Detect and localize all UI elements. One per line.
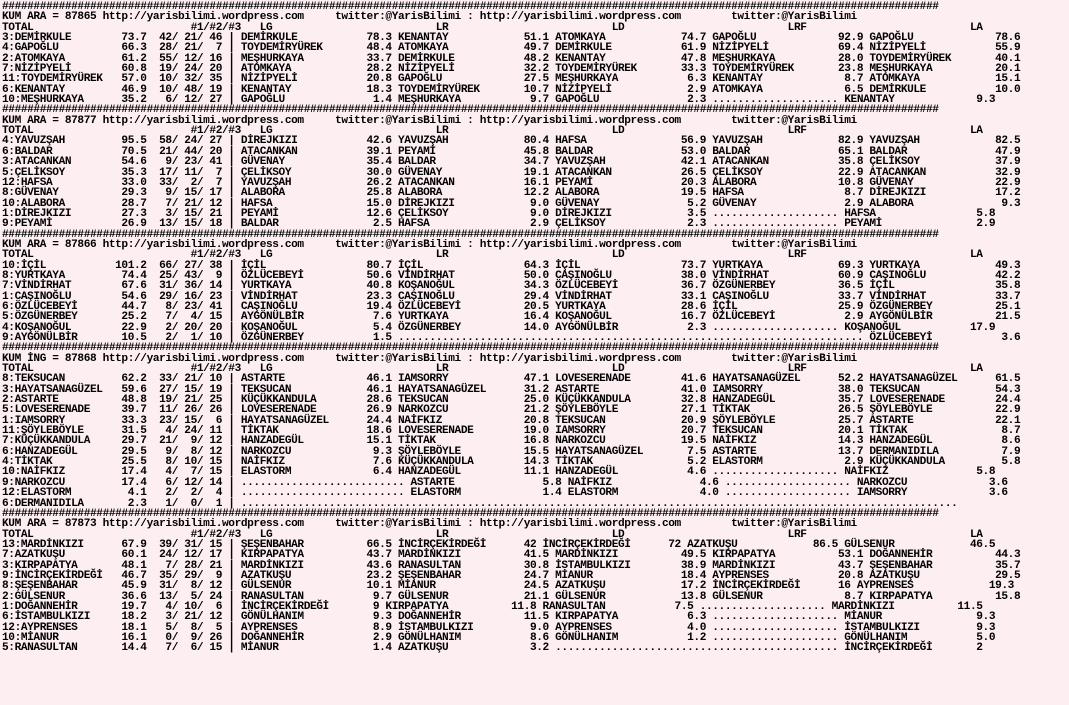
horse-row: 3:ATACANKAN 54.6 9/ 23/ 41 | GÜVENAY 35.4 BALDAR 34.7 YAVUZŞAH 42.1 ATACANKAN 35.8 ÇELİKSOY 37.9 bbox=[2, 156, 1021, 169]
horse-row: 9:AYGÖNÜLBİR 10.5 2/ 1/ 10 | ÖZGÜNERBEY 1.5 .......................................................................... ÖZLÜCEBEYİ 3.6 bbox=[2, 332, 1021, 344]
horse-row: 3:KIRPAPATYA 48.1 7/ 28/ 21 | MARDİNKIZI 43.6 RANASULTAN 30.8 İSTAMBULKIZI 38.9 MARDİNKIZI 43.7 ŞEŞENBAHAR 35.7 bbox=[2, 559, 1021, 572]
horse-row: 9:NARKOZCU 17.4 6/ 12/ 14 | .......................... ASTARTE 5.8 NAİFKIZ 4.6 .................... NARKOZCU 3.6 bbox=[2, 476, 1008, 489]
horse-row: 6:ÖZLÜCEBEYİ 44.7 8/ 23/ 41 | CAŞINOĞLU 19.4 ÖZLÜCEBEYİ 20.5 YURTKAYA 28.6 İÇİL 25.9 ÖZGÜNERBEY 25.1 bbox=[2, 300, 1021, 313]
horse-row: 6:BALDAR 70.5 21/ 44/ 20 | ATACANKAN 39.1 PEYAMİ 45.8 BALDAR 53.0 BALDAR 65.1 BALDAR 47.9 bbox=[2, 145, 1021, 158]
horse-row: 10:İÇİL 101.2 66/ 27/ 38 | İÇİL 80.7 İÇİL 64.3 İÇİL 73.7 YURTKAYA 69.3 YURTKAYA 49.3 bbox=[2, 259, 1021, 272]
column-header-line: TOTAL #1/#2/#3 LG LR LD LRF LA bbox=[2, 528, 983, 541]
horse-row: 11:TOYDEMİRYÜREK 57.0 10/ 32/ 35 | NİZİPYELİ 20.8 GAPOĞLU 27.5 MEŞHURKAYA 6.3 KENANTAY 8.7 ATOMKAYA 15.1 bbox=[2, 73, 1021, 86]
horse-row: 2:GÜLSENUR 36.6 13/ 5/ 24 | RANASULTAN 9.7 GÜLSENUR 21.1 GÜLSENUR 13.8 GÜLSENUR 8.7 KIRPAPATYA 15.8 bbox=[2, 590, 1021, 603]
horse-row: 5:ÇELİKSOY 35.3 17/ 11/ 7 | ÇELİKSOY 30.0 GÜVENAY 19.1 ATACANKAN 26.5 ÇELİKSOY 22.9 ATACANKAN 32.9 bbox=[2, 166, 1021, 179]
horse-row: 2:ATOMKAYA 61.2 55/ 12/ 16 | MEŞHURKAYA 33.7 DEMİRKULE 48.2 KENANTAY 47.8 MEŞHURKAYA 28.0 TOYDEMİRYÜREK 40.1 bbox=[2, 52, 1021, 65]
horse-row: 1:CAŞINOĞLU 54.6 29/ 16/ 23 | VİNDİRHAT 23.3 CAŞINOĞLU 29.4 VİNDİRHAT 33.1 CAŞINOĞLU 33.7 VİNDİRHAT 33.7 bbox=[2, 290, 1021, 303]
horse-row: 12:HAFSA 33.0 33/ 2/ 7 | YAVUZŞAH 26.2 ATACANKAN 16.1 PEYAMİ 20.3 ALABORA 10.8 GÜVENAY 22.9 bbox=[2, 176, 1021, 189]
horse-row: 12:ELASTORM 4.1 2/ 2/ 4 | .......................... ELASTORM 1.4 ELASTORM 4.0 .................... IAMSORRY 3.6 bbox=[2, 487, 1008, 500]
horse-row: 12:AYPRENSES 18.1 5/ 8/ 5 | AYPRENSES 8.9 İSTAMBULKIZI 9.0 AYPRENSES 4.0 .................... İSTAMBULKIZI 9.3 bbox=[2, 621, 996, 634]
horse-row: 6:KENANTAY 46.9 10/ 48/ 19 | KENANTAY 18.3 TOYDEMİRYÜREK 10.7 NİZİPYELİ 2.9 ATOMKAYA 6.5 DEMİRKULE 10.0 bbox=[2, 83, 1021, 96]
race-header-line: KUM ARA = 87873 http://yarisbilimi.wordpress.com twitter:@YarisBilimi : http://yarisbilimi.wordpress.com twitter:@YarisBilimi bbox=[2, 518, 857, 531]
horse-row: 1:IAMSORRY 33.3 23/ 15/ 6 | HAYATSANAGÜZEL 24.4 NAİFKIZ 20.8 TEKSUCAN 20.9 ŞÖYLEBÖYLE 25.7 ASTARTE 22.1 bbox=[2, 414, 1021, 427]
column-header-line: TOTAL #1/#2/#3 LG LR LD LRF LA bbox=[2, 363, 983, 376]
horse-row: 7:NİZİPYELİ 60.8 19/ 24/ 20 | ATOMKAYA 28.2 NİZİPYELİ 32.2 TOYDEMİRYÜREK 33.3 TOYDEMİRYÜREK 23.8 MEŞHURKAYA 20.1 bbox=[2, 63, 1021, 76]
section-divider: ##################################################################################################################################################### bbox=[2, 104, 939, 117]
horse-row: 3:DEMİRKULE 73.7 42/ 21/ 46 | DEMİRKULE 78.3 KENANTAY 51.1 ATOMKAYA 74.7 GAPOĞLU 92.9 GAPOĞLU 78.6 bbox=[2, 32, 1021, 45]
horse-row: 11:ŞÖYLEBÖYLE 31.5 4/ 24/ 11 | TİKTAK 18.6 LOVESERENADE 19.0 IAMSORRY 20.7 TEKSUCAN 20.1 TİKTAK 8.7 bbox=[2, 425, 1021, 438]
horse-row: 5:RANASULTAN 14.4 7/ 6/ 15 | MİANUR 1.4 AZATKUŞU 3.2 ............................................. İNCİRÇEKİRDEĞİ 2 bbox=[2, 642, 983, 655]
horse-row: 7:AZATKUŞU 60.1 24/ 12/ 17 | KIRPAPATYA 43.7 MARDİNKIZI 41.5 MARDİNKIZI 49.5 KIRPAPATYA 53.1 DOĞANNEHİR 44.3 bbox=[2, 549, 1021, 562]
horse-row: 7:KÜÇÜKKANDULA 29.7 21/ 9/ 12 | HANZADEGÜL 15.1 TİKTAK 16.8 NARKOZCU 19.5 NAİFKIZ 14.3 HANZADEGÜL 8.6 bbox=[2, 435, 1021, 448]
race-header-line: KUM ARA = 87865 http://yarisbilimi.wordpress.com twitter:@YarisBilimi : http://yarisbilimi.wordpress.com twitter:@YarisBilimi bbox=[2, 11, 857, 24]
horse-row: 4:TİKTAK 25.5 8/ 10/ 15 | NAİFKIZ 7.6 KÜÇÜKKANDULA 14.3 TİKTAK 5.2 ELASTORM 2.9 KÜÇÜKKANDULA 5.8 bbox=[2, 456, 1021, 469]
column-header-line: TOTAL #1/#2/#3 LG LR LD LRF LA bbox=[2, 249, 983, 262]
horse-row: 4:KOŞANOĞUL 22.9 2/ 20/ 20 | KOŞANOĞUL 5.4 ÖZGÜNERBEY 14.0 AYGÖNÜLBİR 2.3 .................... KOŞANOĞUL 17.9 bbox=[2, 321, 996, 334]
horse-row: 4:GAPOĞLU 66.3 28/ 21/ 7 | TOYDEMİRYÜREK 48.4 ATOMKAYA 49.7 DEMİRKULE 61.9 NİZİPYELİ 69.4 NİZİPYELİ 55.9 bbox=[2, 42, 1021, 55]
horse-row: 10:MEŞHURKAYA 35.2 6/ 12/ 27 | GAPOĞLU 1.4 MEŞHURKAYA 9.7 GAPOĞLU 2.3 .................... KENANTAY 9.3 bbox=[2, 94, 996, 107]
horse-row: 10:NAİFKIZ 17.4 4/ 7/ 15 | ELASTORM 6.4 HANZADEGÜL 11.1 HANZADEGÜL 4.6 .................... NAİFKIZ 5.8 bbox=[2, 466, 996, 479]
horse-row: 9:İNCİRÇEKİRDEĞİ 46.7 35/ 29/ 9 | AZATKUŞU 23.2 ŞEŞENBAHAR 24.7 MİANUR 18.4 AYPRENSES 20.8 AZATKUŞU 29.5 bbox=[2, 569, 1021, 582]
race-header-line: KUM ARA = 87866 http://yarisbilimi.wordpress.com twitter:@YarisBilimi : http://yarisbilimi.wordpress.com twitter:@YarisBilimi bbox=[2, 238, 857, 251]
horse-row: 10:MİANUR 16.1 0/ 9/ 26 | DOĞANNEHİR 2.9 GÖNÜLHANIM 8.6 GÖNÜLHANIM 1.2 .................... GÖNÜLHANIM 5.0 bbox=[2, 631, 996, 644]
horse-row: 6:HANZADEGÜL 29.5 9/ 8/ 12 | NARKOZCU 9.3 ŞÖYLEBÖYLE 15.5 HAYATSANAGÜZEL 7.5 ASTARTE 13.7 DERMANIDILA 7.9 bbox=[2, 445, 1021, 458]
section-divider: ##################################################################################################################################################### bbox=[2, 228, 939, 241]
horse-row: 7:VİNDİRHAT 67.6 31/ 36/ 14 | YURTKAYA 40.8 KOŞANOĞUL 34.3 ÖZLÜCEBEYİ 36.7 ÖZGÜNERBEY 36.5 İÇİL 35.8 bbox=[2, 280, 1021, 293]
race-header-line: KUM İNG = 87868 http://yarisbilimi.wordpress.com twitter:@YarisBilimi : http://yarisbilimi.wordpress.com twitter:@YarisBilimi bbox=[2, 352, 857, 365]
horse-row: 3:HAYATSANAGÜZEL 59.6 27/ 15/ 19 | TEKSUCAN 46.1 HAYATSANAGÜZEL 31.2 ASTARTE 41.0 IAMSORRY 38.0 TEKSUCAN 54.3 bbox=[2, 383, 1021, 396]
section-divider: ##################################################################################################################################################### bbox=[2, 342, 939, 355]
column-header-line: TOTAL #1/#2/#3 LG LR LD LRF LA bbox=[2, 21, 983, 34]
horse-row: 5:ÖZGÜNERBEY 25.2 7/ 4/ 15 | AYGÖNÜLBİR 7.6 YURTKAYA 16.4 KOŞANOĞUL 16.7 ÖZLÜCEBEYİ 2.9 AYGÖNÜLBİR 21.5 bbox=[2, 311, 1021, 324]
horse-row: 1:DOĞANNEHİR 19.7 4/ 10/ 6 | İNCİRÇEKİRDEĞİ 9 KIRPAPATYA 11.8 RANASULTAN 7.5 .................... MARDİNKIZI 11.5 bbox=[2, 600, 983, 613]
horse-row: 4:YAVUZŞAH 95.5 58/ 24/ 27 | DİREJKIZI 42.6 YAVUZŞAH 80.4 HAFSA 56.9 YAVUZŞAH 82.9 YAVUZŞAH 82.5 bbox=[2, 135, 1021, 148]
section-divider: ##################################################################################################################################################### bbox=[2, 1, 939, 13]
horse-row: 6:DERMANIDILA 2.3 1/ 0/ 1 | .................................................................................................................. bbox=[2, 497, 958, 510]
race-stats-document bbox=[2, 2, 1068, 654]
horse-row: 13:MARDİNKIZI 67.9 39/ 31/ 15 | ŞEŞENBAHAR 66.5 İNCİRÇEKİRDEĞİ 42 İNCİRÇEKİRDEĞİ 72 AZATKUŞU 86.5 GÜLSENUR 46.5 bbox=[2, 538, 996, 551]
horse-row: 8:ŞEŞENBAHAR 45.9 31/ 8/ 12 | GÜLSENUR 10.1 MİANUR 24.5 AZATKUŞU 17.2 İNCİRÇEKİRDEĞİ 16 AYPRENSES 19.3 bbox=[2, 580, 1014, 593]
section-divider: ##################################################################################################################################################### bbox=[2, 507, 939, 520]
horse-row: 8:YURTKAYA 74.4 25/ 43/ 9 | ÖZLÜCEBEYİ 50.6 VİNDİRHAT 50.0 CAŞINOĞLU 38.0 VİNDİRHAT 60.9 CAŞINOĞLU 42.2 bbox=[2, 269, 1021, 282]
column-header-line: TOTAL #1/#2/#3 LG LR LD LRF LA bbox=[2, 125, 983, 138]
horse-row: 5:LOVESERENADE 39.7 11/ 26/ 26 | LOVESERENADE 26.9 NARKOZCU 21.2 ŞÖYLEBÖYLE 27.1 TİKTAK 26.5 ŞÖYLEBÖYLE 22.9 bbox=[2, 404, 1021, 417]
horse-row: 8:GÜVENAY 29.3 9/ 15/ 17 | ALABORA 25.8 ALABORA 12.2 ALABORA 19.5 HAFSA 8.7 DİREJKIZI 17.2 bbox=[2, 187, 1021, 200]
horse-row: 1:DİREJKIZI 27.3 3/ 15/ 21 | PEYAMİ 12.6 ÇELİKSOY 9.0 DİREJKIZI 3.5 .................... HAFSA 5.8 bbox=[2, 207, 996, 220]
horse-row: 6:İSTAMBULKIZI 18.2 3/ 21/ 12 | GÖNÜLHANIM 9.3 DOĞANNEHİR 11.5 KIRPAPATYA 6.3 .................... MİANUR 9.3 bbox=[2, 611, 996, 624]
horse-row: 8:TEKSUCAN 62.2 33/ 21/ 10 | ASTARTE 46.1 IAMSORRY 47.1 LOVESERENADE 41.6 HAYATSANAGÜZEL 52.2 HAYATSANAGÜZEL 61.5 bbox=[2, 373, 1021, 386]
race-header-line: KUM ARA = 87877 http://yarisbilimi.wordpress.com twitter:@YarisBilimi : http://yarisbilimi.wordpress.com twitter:@YarisBilimi bbox=[2, 114, 857, 127]
horse-row: 9:PEYAMİ 26.9 13/ 15/ 18 | BALDAR 2.5 HAFSA 2.9 ÇELİKSOY 2.3 .................... PEYAMİ 2.9 bbox=[2, 218, 996, 231]
horse-row: 2:ASTARTE 48.8 19/ 21/ 25 | KÜÇÜKKANDULA 28.6 TEKSUCAN 25.0 KÜÇÜKKANDULA 32.8 HANZADEGÜL 35.7 LOVESERENADE 24.4 bbox=[2, 394, 1021, 407]
horse-row: 10:ALABORA 28.7 7/ 21/ 12 | HAFSA 15.0 DİREJKIZI 9.0 GÜVENAY 5.2 GÜVENAY 2.9 ALABORA 9.3 bbox=[2, 197, 1021, 210]
